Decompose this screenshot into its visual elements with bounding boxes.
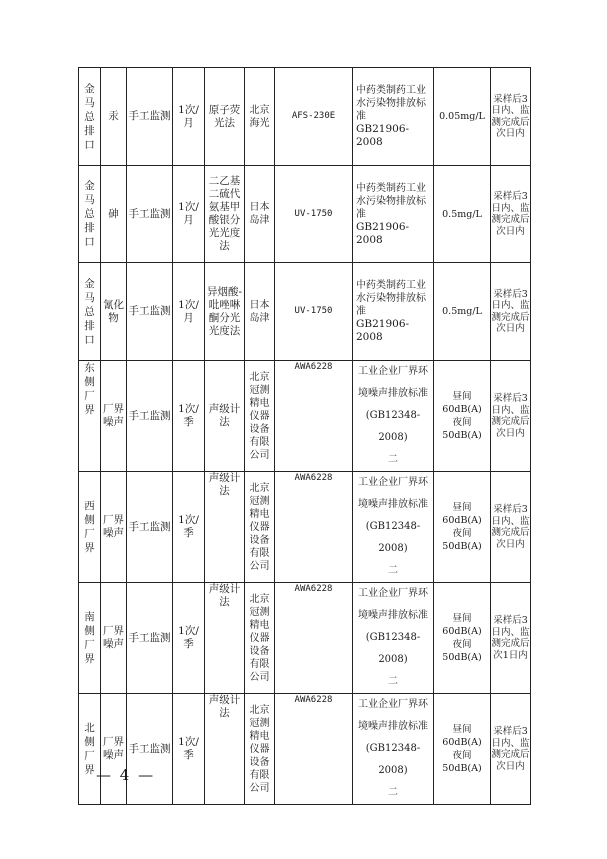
monitoring-method-type: 手工监测 <box>127 472 173 583</box>
emission-limit <box>434 361 491 472</box>
emission-standard <box>353 583 434 694</box>
monitoring-method-type: 手工监测 <box>127 166 173 263</box>
standard-line: 境噪声排放标准 <box>358 388 428 399</box>
monitoring-item: 氰化物 <box>101 263 127 361</box>
standard-line: (GB12348-2008) <box>365 743 421 776</box>
limit-night: 夜间 50dB(A) <box>442 750 482 774</box>
instrument-maker: 北京冠测精电仪器设备有限公司 <box>245 583 275 694</box>
monitoring-point: 金马总排口 <box>79 68 101 166</box>
instrument-maker: 日本岛津 <box>245 263 275 361</box>
monitoring-item: 汞 <box>101 68 127 166</box>
standard-code: GB21906-2008 <box>356 220 410 246</box>
standard-name: 中药类制药工业水污染物排放标准 <box>356 280 426 317</box>
monitoring-frequency: 1次/季 <box>173 583 205 694</box>
instrument-model: AWA6228 <box>275 694 353 805</box>
table-row <box>79 694 531 805</box>
standard-line: 工业企业厂界环 <box>358 588 428 599</box>
instrument-model: AWA6228 <box>275 583 353 694</box>
report-time: 采样后3日内、监测完成后次日内 <box>491 263 531 361</box>
emission-standard <box>353 263 434 361</box>
monitoring-method-type: 手工监测 <box>127 263 173 361</box>
monitoring-point: 金马总排口 <box>79 166 101 263</box>
monitoring-frequency: 1次/季 <box>173 694 205 805</box>
instrument-maker: 北京海光 <box>245 68 275 166</box>
report-time: 采样后3日内、监测完成后次1日内 <box>491 583 531 694</box>
analysis-method: 声级计法 <box>205 694 245 805</box>
monitoring-item: 厂界噪声 <box>101 361 127 472</box>
standard-line: 工业企业厂界环 <box>358 699 428 710</box>
monitoring-item: 厂界噪声 <box>101 472 127 583</box>
monitoring-frequency: 1次/月 <box>173 68 205 166</box>
emission-standard <box>353 166 434 263</box>
emission-standard <box>353 361 434 472</box>
instrument-model: AWA6228 <box>275 472 353 583</box>
instrument-maker: 北京冠测精电仪器设备有限公司 <box>245 472 275 583</box>
monitoring-point: 西侧厂界 <box>79 472 101 583</box>
table-row <box>79 583 531 694</box>
monitoring-method-type: 手工监测 <box>127 583 173 694</box>
instrument-maker: 北京冠测精电仪器设备有限公司 <box>245 361 275 472</box>
standard-code: GB21906-2008 <box>356 318 410 343</box>
monitoring-point: 金马总排口 <box>79 263 101 361</box>
report-time: 采样后3日内、监测完成后次日内 <box>491 361 531 472</box>
standard-line: 工业企业厂界环 <box>358 366 428 377</box>
monitoring-item: 砷 <box>101 166 127 263</box>
limit-day: 昼间 60dB(A) <box>442 391 482 415</box>
monitoring-point: 北侧厂界 <box>79 694 101 805</box>
emission-standard <box>353 68 434 166</box>
analysis-method: 声级计法 <box>205 472 245 583</box>
monitoring-frequency: 1次/季 <box>173 472 205 583</box>
instrument-model: AFS-230E <box>275 68 353 166</box>
limit-day: 昼间 60dB(A) <box>442 502 482 526</box>
monitoring-frequency: 1次/月 <box>173 166 205 263</box>
table-row <box>79 68 531 166</box>
analysis-method: 声级计法 <box>205 583 245 694</box>
instrument-model: UV-1750 <box>275 166 353 263</box>
standard-name: 中药类制药工业水污染物排放标准 <box>356 182 426 220</box>
instrument-maker: 日本岛津 <box>245 166 275 263</box>
limit-night: 夜间 50dB(A) <box>442 639 482 663</box>
monitoring-point: 南侧厂界 <box>79 583 101 694</box>
table-row <box>79 263 531 361</box>
standard-line: (GB12348-2008) <box>365 410 421 443</box>
limit-night: 夜间 50dB(A) <box>442 417 482 441</box>
instrument-model: AWA6228 <box>275 361 353 472</box>
monitoring-plan-table <box>78 67 531 805</box>
standard-line: 境噪声排放标准 <box>358 499 428 510</box>
standard-line: (GB12348-2008) <box>365 521 421 554</box>
emission-limit <box>434 583 491 694</box>
report-time: 采样后3日内、监测完成后次日内 <box>491 68 531 166</box>
standard-line: 二 <box>388 454 398 465</box>
monitoring-frequency: 1次/月 <box>173 263 205 361</box>
instrument-model: UV-1750 <box>275 263 353 361</box>
monitoring-frequency: 1次/季 <box>173 361 205 472</box>
limit-day: 昼间 60dB(A) <box>442 724 482 748</box>
standard-line: 工业企业厂界环 <box>358 477 428 488</box>
emission-limit: 0.05mg/L <box>434 68 491 166</box>
standard-name: 中药类制药工业水污染物排放标准 <box>356 85 426 122</box>
monitoring-method-type: 手工监测 <box>127 361 173 472</box>
analysis-method: 声级计法 <box>205 361 245 472</box>
standard-line: 境噪声排放标准 <box>358 610 428 621</box>
analysis-method: 异烟酸-吡唑啉酮分光光度法 <box>205 263 245 361</box>
emission-limit: 0.5mg/L <box>434 166 491 263</box>
emission-standard <box>353 472 434 583</box>
table-row <box>79 166 531 263</box>
limit-night: 夜间 50dB(A) <box>442 528 482 552</box>
emission-limit: 0.5mg/L <box>434 263 491 361</box>
analysis-method: 二乙基二硫代氨基甲酸银分光光度法 <box>205 166 245 263</box>
monitoring-item: 厂界噪声 <box>101 583 127 694</box>
instrument-maker: 北京冠测精电仪器设备有限公司 <box>245 694 275 805</box>
standard-line: (GB12348-2008) <box>365 632 421 665</box>
report-time: 采样后3日内、监测完成后次日内 <box>491 472 531 583</box>
limit-day: 昼间 60dB(A) <box>442 613 482 637</box>
monitoring-point: 东侧厂界 <box>79 361 101 472</box>
standard-code: GB21906-2008 <box>356 123 410 148</box>
standard-line: 二 <box>388 787 398 798</box>
monitoring-method-type: 手工监测 <box>127 694 173 805</box>
standard-line: 二 <box>388 676 398 687</box>
emission-limit <box>434 694 491 805</box>
monitoring-item: 厂界噪声 <box>101 694 127 805</box>
standard-line: 二 <box>388 565 398 576</box>
report-time: 采样后3日内、监测完成后次日内 <box>491 166 531 263</box>
table-row <box>79 361 531 472</box>
monitoring-method-type: 手工监测 <box>127 68 173 166</box>
report-time: 采样后3日内、监测完成后次日内 <box>491 694 531 805</box>
emission-standard <box>353 694 434 805</box>
page-number: — 4 — <box>96 766 156 784</box>
table-row <box>79 472 531 583</box>
analysis-method: 原子荧光法 <box>205 68 245 166</box>
emission-limit <box>434 472 491 583</box>
standard-line: 境噪声排放标准 <box>358 721 428 732</box>
